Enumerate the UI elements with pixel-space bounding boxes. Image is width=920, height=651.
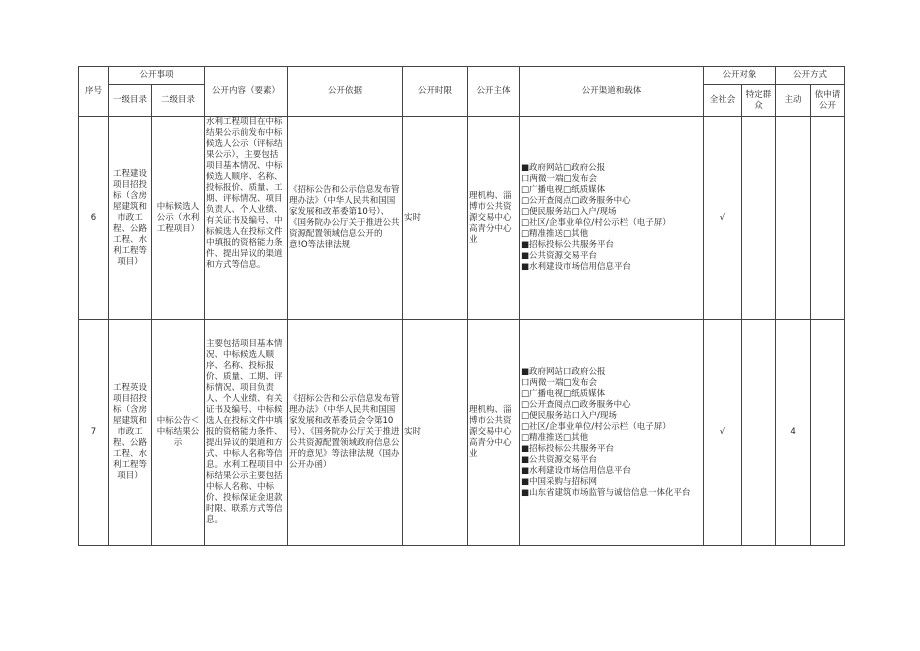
header-level2: 二级目录 <box>152 85 205 117</box>
channel-item: 口两微一端□发布会 <box>521 174 598 184</box>
channel-item: ■招标投标公共服务平台 <box>521 240 615 250</box>
channel-item: □社区/企事业单位/村公示栏（电子屏） <box>521 218 671 228</box>
row-level2: 中标公告＜中标结果公示 <box>152 320 205 546</box>
row-seq: 7 <box>79 320 109 546</box>
row-all-society: √ <box>704 320 742 546</box>
header-subject: 公开主体 <box>468 67 520 117</box>
row-basis: 《招标公告和公示信息发布管理办法》（中华人民共和国国家发展和改革委第10号）、《国务院办公厅关于推进公共资源配置领域信息公开的意!O等法律法规 <box>288 117 403 320</box>
channel-item: ■公共资源交易平台 <box>521 454 598 465</box>
channel-item: ■水利建设市场信用信息平台 <box>521 262 632 272</box>
row-time: 实时 <box>403 117 468 320</box>
channel-item: ■山东省建筑市场监管与诚信信息一体化平台 <box>521 487 691 498</box>
channel-item: □公开查阅点□政务服务中心 <box>521 196 631 206</box>
row-subject: 理机构、淄博市公共资源交易中心高青分中心业 <box>468 320 520 546</box>
channel-item: □广播电视□纸质媒体 <box>521 185 606 195</box>
row-time: 实时 <box>403 320 468 546</box>
header-all-society: 全社会 <box>704 85 742 117</box>
disclosure-table <box>78 66 845 546</box>
channel-item: □公开查阅点□政务服务中心 <box>521 399 631 410</box>
row-level1: 工程建设项目招投标（含房屋建筑和市政工程、公路工程、水利工程等项目） <box>109 117 152 320</box>
channel-item: ■政府网站□政府公报 <box>521 163 606 173</box>
channel-item: □便民服务站□入户/现场 <box>521 207 617 217</box>
header-content: 公开内容（要素） <box>205 67 288 117</box>
row-specific-group <box>742 117 776 320</box>
header-seq: 序号 <box>79 67 109 117</box>
row-channels <box>520 117 704 320</box>
channel-item: □便民服务站口入户/现场 <box>521 410 617 421</box>
channel-item: □广播电视□纸质媒体 <box>521 388 606 399</box>
channel-item: ■水利建设市场信用信息平台 <box>521 465 632 476</box>
channel-item: □精准推送□其他 <box>521 229 589 239</box>
header-level1: 一级目录 <box>109 85 152 117</box>
row-on-request <box>811 117 845 320</box>
row-level1: 工程英设项目招投标（含房屋建筑和市政工程、公路工程、水利工程等项目） <box>109 320 152 546</box>
channel-item: □社区/企事业单位/村公示栏（电子屏） <box>521 421 671 432</box>
table-row <box>79 320 845 546</box>
header-row-1 <box>79 67 845 85</box>
table-row <box>79 117 845 320</box>
header-basis: 公开依据 <box>288 67 403 117</box>
row-on-request <box>811 320 845 546</box>
header-specific-group: 特定群众 <box>742 85 776 117</box>
channel-item: ■政府网站口政府公报 <box>521 366 606 377</box>
row-specific-group <box>742 320 776 546</box>
header-on-request: 依申请公开 <box>811 85 845 117</box>
channel-item: 口两微一端□发布会 <box>521 377 598 388</box>
header-active: 主动 <box>776 85 811 117</box>
row-subject: 理机构、淄博市公共资源交易中心高青分中心业 <box>468 117 520 320</box>
row-active: 4 <box>776 320 811 546</box>
channel-item: ■中国采购与招标网 <box>521 476 598 487</box>
row-content: 水利工程项目在中标结果公示前发布中标候选人公示（评标结果公示），主要包括项目基本情况、中标候选人顺序、名称、投标报价、质量、工期、评标情况、项目负责人、个人业绩、有关证书及编号、中标候选人在投标文件中填报的资格能力条件、提出异议的渠道和方式等信息。 <box>205 117 288 320</box>
row-content: 主要包括项目基本情况、中标候选人顺序、名称、投标报价、质量、工期、评标情况、项目负责人、个人业绩、有关证书及编号、中标候选人在投标文件中填报的资格能力条件、提出异议的渠道和方式、中标人名称等信息。水利工程项目中标结果公示主要包括中标人名称、中标价、投标保证金退款时限、联系方式等信息。 <box>205 320 288 546</box>
header-matter: 公开事项 <box>109 67 205 85</box>
header-method: 公开方式 <box>776 67 845 85</box>
row-seq: 6 <box>79 117 109 320</box>
channel-item: ■公共资源交易平台 <box>521 251 598 261</box>
row-level2: 中标候选人公示（水利工程项目） <box>152 117 205 320</box>
header-time: 公开时限 <box>403 67 468 117</box>
row-basis: 《招标公告和公示信息发布管理办法》（中华人民共和国国家发展和改革委员会令第10号）、《国务院办公厅关于推进公共资源配置领域政府信息公开的意见》等法律法规（国办公开办函） <box>288 320 403 546</box>
row-channels <box>520 320 704 546</box>
row-active <box>776 117 811 320</box>
channel-item: □精准推送□其他 <box>521 432 589 443</box>
channel-item: ■招标投标公共服务平台 <box>521 443 615 454</box>
header-target: 公开对象 <box>704 67 776 85</box>
row-all-society: √ <box>704 117 742 320</box>
header-channel: 公开渠道和载体 <box>520 67 704 117</box>
